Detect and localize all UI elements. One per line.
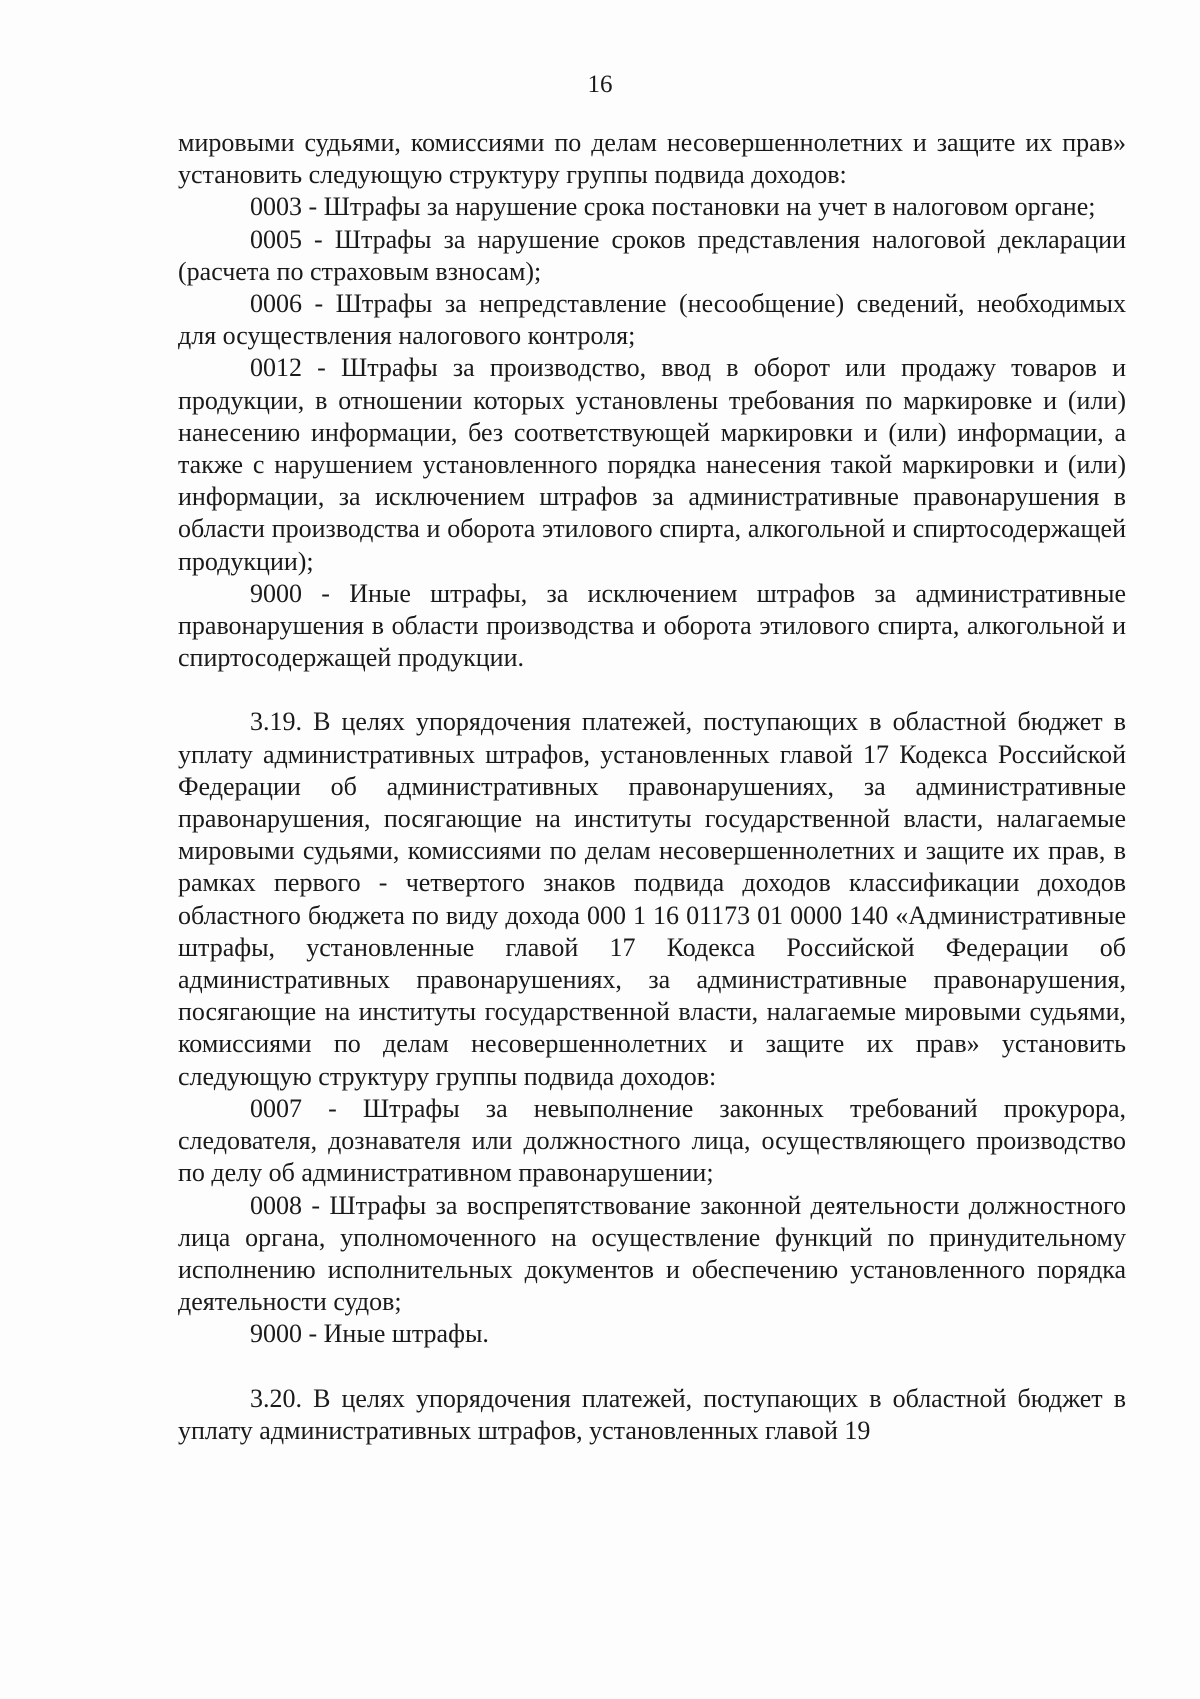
paragraph-section-3-20: 3.20. В целях упорядочения платежей, поступающих в областной бюджет в уплату административных штрафов, установленных главой 19: [178, 1383, 1126, 1445]
paragraph: мировыми судьями, комиссиями по делам несовершеннолетних и защите их прав» установить следующую структуру группы подвида доходов:: [178, 128, 1126, 190]
paragraph-item-0008: 0008 - Штрафы за воспрепятствование законной деятельности должностного лица органа, уполномоченного на осуществление функций по принудительному исполнению исполнительных документов и обеспечению установленного порядка деятельности судов;: [178, 1190, 1126, 1317]
paragraph-item-0005: 0005 - Штрафы за нарушение сроков представления налоговой декларации (расчета по страховым взносам);: [178, 224, 1126, 286]
paragraph-item-0007: 0007 - Штрафы за невыполнение законных требований прокурора, следователя, дознавателя или должностного лица, осуществляющего производство по делу об административном правонарушении;: [178, 1093, 1126, 1188]
paragraph-item-0012: 0012 - Штрафы за производство, ввод в оборот или продажу товаров и продукции, в отношении которых установлены требования по маркировке и (или) нанесению информации, без соответствующей маркировки и (или) информации, а также с нарушением установленного порядка нанесения такой маркировки и (или) информации, за исключением штрафов за административные правонарушения в области производства и оборота этилового спирта, алкогольной и спиртосодержащей продукции);: [178, 353, 1126, 576]
paragraph-section-3-19: 3.19. В целях упорядочения платежей, поступающих в областной бюджет в уплату административных штрафов, установленных главой 17 Кодекса Российской Федерации об административных правонарушениях, за административные правонарушения, посягающие на институты государственной власти, налагаемые мировыми судьями, комиссиями по делам несовершеннолетних и защите их прав, в рамках первого - четвертого знаков подвида доходов классификации доходов областного бюджета по виду дохода 000 1 16 01173 01 0000 140 «Административные штрафы, установленные главой 17 Кодекса Российской Федерации об административных правонарушениях, за административные правонарушения, посягающие на институты государственной власти, налагаемые мировыми судьями, комиссиями по делам несовершеннолетних и защите их прав» установить следующую структуру группы подвида доходов:: [178, 707, 1126, 1091]
paragraph-item-0003: 0003 - Штрафы за нарушение срока постановки на учет в налоговом органе;: [250, 192, 1096, 222]
paragraph-item-0006: 0006 - Штрафы за непредставление (несообщение) сведений, необходимых для осуществления налогового контроля;: [178, 289, 1126, 351]
paragraph-item-9000: 9000 - Иные штрафы, за исключением штрафов за административные правонарушения в области производства и оборота этилового спирта, алкогольной и спиртосодержащей продукции.: [178, 578, 1126, 673]
page-number: 16: [587, 71, 613, 98]
document-body: [178, 127, 1126, 1447]
paragraph-item-9000-other: 9000 - Иные штрафы.: [250, 1319, 489, 1349]
